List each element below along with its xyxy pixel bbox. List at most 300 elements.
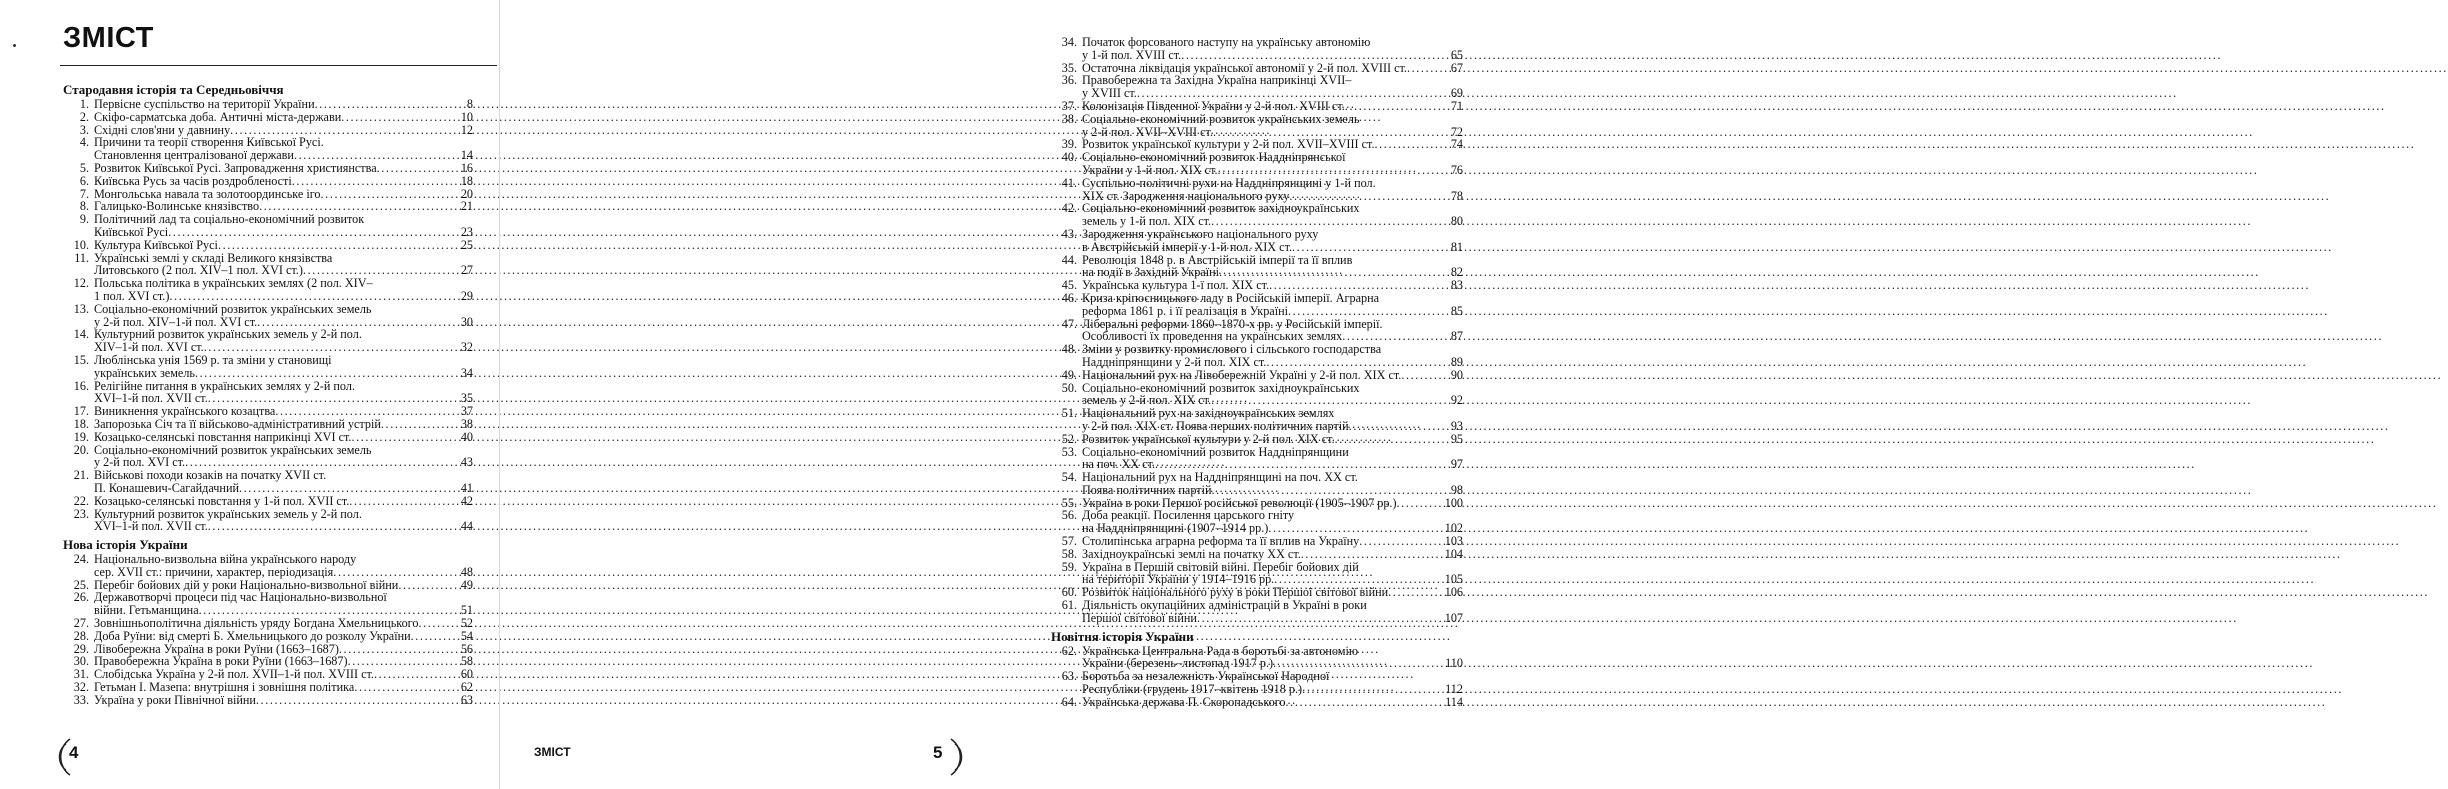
- entry-number: 54.: [1061, 470, 1077, 485]
- entry-page-number: 97: [1450, 457, 1463, 472]
- toc-entry: [63, 495, 473, 508]
- entry-number: 40.: [1061, 150, 1077, 165]
- entry-page-number: 110: [1445, 656, 1463, 671]
- dot-leader: [381, 418, 460, 431]
- toc-entry: [1051, 645, 1463, 671]
- entry-page-number: 58: [460, 654, 473, 669]
- entry-title-line: українських земель: [94, 365, 195, 380]
- entry-title-line: Поява політичних партій: [1082, 482, 1212, 497]
- entry-last-line: [94, 226, 473, 239]
- entry-number: 42.: [1061, 201, 1077, 216]
- entry-page-number: 40: [460, 429, 473, 444]
- entry-page-number: 105: [1444, 572, 1463, 587]
- toc-entry: [63, 591, 473, 617]
- entry-last-line: [94, 630, 473, 643]
- entry-title-line: Українська Центральна Рада в боротьбі за автономію: [1082, 643, 1358, 658]
- entry-last-line: [94, 617, 473, 630]
- entry-body: [1082, 343, 1463, 369]
- page-number-right: 5: [933, 743, 943, 762]
- toc-entry: [1051, 151, 1463, 177]
- entry-page-number: 30: [460, 314, 473, 329]
- entry-title-line: у 2-й пол. XVII–XVIII ст.: [1082, 124, 1213, 139]
- entry-title-line: Початок форсованого наступу на українську автономію: [1082, 35, 1371, 49]
- dot-leader: [1388, 586, 1444, 599]
- entry-number: 7.: [79, 186, 89, 201]
- toc-entry: [63, 405, 473, 418]
- entry-last-line: [94, 162, 473, 175]
- toc-entry: [1051, 471, 1463, 497]
- entry-title-line: Криза кріпосницького ладу в Російській імперії. Аграрна: [1082, 290, 1380, 305]
- entry-last-line: [94, 405, 473, 418]
- entry-last-line: [94, 367, 473, 380]
- entry-page-number: 16: [460, 160, 473, 175]
- entry-body: [1082, 151, 1463, 177]
- dot-leader: [275, 405, 459, 418]
- entry-last-line: [1082, 420, 1463, 433]
- entry-page-number: 106: [1444, 585, 1463, 600]
- entry-number: 13.: [73, 301, 89, 316]
- entry-page-number: 52: [460, 616, 473, 631]
- entry-number: 46.: [1061, 290, 1077, 305]
- dot-leader: [1401, 369, 1450, 382]
- entry-page-number: 104: [1444, 546, 1463, 561]
- entry-number: 43.: [1061, 226, 1077, 241]
- entry-body: [1082, 228, 1463, 254]
- entry-number: 8.: [79, 199, 89, 214]
- entry-number: 52.: [1061, 431, 1077, 446]
- entry-number: 45.: [1061, 278, 1077, 293]
- entry-number: 10.: [73, 237, 89, 252]
- toc-entry: [63, 354, 473, 380]
- entry-title-line: Наддніпрянщини у 2-й пол. XIX ст.: [1082, 354, 1267, 369]
- dot-leader: [1335, 433, 1450, 446]
- entry-number: 59.: [1061, 559, 1077, 574]
- entry-title-line: Соціально-економічний розвиток західноукраїнських: [1082, 201, 1360, 216]
- entry-body: [94, 418, 473, 431]
- toc-entry: [63, 136, 473, 162]
- entry-page-number: 89: [1450, 354, 1463, 369]
- entry-title-line: Військові походи козаків на початку XVII ст.: [94, 468, 327, 483]
- toc-entry: [63, 444, 473, 470]
- entry-page-number: 12: [460, 122, 473, 137]
- toc-entry: [1051, 228, 1463, 254]
- entry-number: 63.: [1061, 669, 1077, 684]
- entry-body: [1082, 509, 1463, 535]
- entry-number: 14.: [73, 327, 89, 342]
- entry-body: [94, 495, 473, 508]
- entry-title-line: П. Конашевич-Сагайдачний: [94, 480, 239, 495]
- toc-entry: [1051, 446, 1463, 472]
- entry-title-line: XIX ст. Зародження національного руху: [1082, 188, 1290, 203]
- entry-number: 27.: [73, 616, 89, 631]
- entry-body: [94, 213, 473, 239]
- dot-leader: [1345, 100, 1450, 113]
- entry-body: [1082, 100, 1463, 113]
- entry-number: 21.: [73, 468, 89, 483]
- entry-title-line: Гетьман І. Мазепа: внутрішня і зовнішня політика: [94, 680, 355, 695]
- toc-entry: [63, 431, 473, 444]
- toc-entry: [63, 213, 473, 239]
- entry-page-number: 71: [1450, 98, 1463, 113]
- entry-body: [94, 252, 473, 278]
- entry-title-line: Україна в роки Першої російської революції (1905–1907 рр.): [1082, 495, 1397, 510]
- entry-page-number: 102: [1444, 521, 1463, 536]
- entry-number: 53.: [1061, 444, 1077, 459]
- entry-title-line: Зовнішньополітична діяльність уряду Богдана Хмельницького: [94, 616, 419, 631]
- entry-body: [94, 694, 473, 707]
- page-title: ЗМІСТ: [63, 22, 154, 54]
- entry-page-number: 20: [460, 186, 473, 201]
- entry-number: 23.: [73, 506, 89, 521]
- entry-page-number: 95: [1450, 431, 1463, 446]
- entry-number: 39.: [1061, 137, 1077, 152]
- entry-title-line: Становлення централізованої держави: [94, 148, 294, 163]
- entry-title-line: Національний рух на Лівобережній Україні у 2-й пол. XIX ст.: [1082, 367, 1402, 382]
- entry-page-number: 43: [460, 455, 473, 470]
- entry-number: 50.: [1061, 380, 1077, 395]
- entry-page-number: 74: [1450, 137, 1463, 152]
- entry-body: [94, 328, 473, 354]
- entry-page-number: 56: [460, 641, 473, 656]
- dot-leader: [1266, 356, 1449, 369]
- entry-number: 1.: [79, 97, 89, 111]
- page-number-left: 4: [69, 743, 79, 762]
- entry-title-line: на поч. XX ст.: [1082, 457, 1156, 472]
- entry-body: [1082, 177, 1463, 203]
- entry-body: [1082, 382, 1463, 408]
- entry-body: [94, 617, 473, 630]
- entry-title-line: Люблінська унія 1569 р. та зміни у становищі: [94, 352, 332, 367]
- entry-body: [94, 591, 473, 617]
- entry-title-line: Українські землі у складі Великого князівства: [94, 250, 333, 265]
- entry-page-number: 54: [460, 628, 473, 643]
- entry-page-number: 65: [1450, 47, 1463, 62]
- entry-title-line: Причини та теорії створення Київської Русі.: [94, 135, 324, 150]
- entry-last-line: [1082, 683, 1463, 696]
- entry-body: [1082, 74, 1463, 100]
- entry-body: [1082, 318, 1463, 344]
- entry-page-number: 23: [460, 224, 473, 239]
- entry-title-line: Первісне суспільство на території України: [94, 97, 315, 111]
- entry-last-line: [94, 418, 473, 431]
- toc-entry: [1051, 100, 1463, 113]
- toc-entry: [63, 162, 473, 175]
- entry-page-number: 90: [1450, 367, 1463, 382]
- toc-right-column: [1051, 36, 1463, 709]
- entry-last-line: [1082, 49, 1463, 62]
- entry-title-line: земель у 1-й пол. XIX ст.: [1082, 214, 1212, 229]
- toc-entry: [63, 617, 473, 630]
- entry-page-number: 114: [1445, 694, 1463, 709]
- dot-leader: [333, 566, 460, 579]
- entry-number: 44.: [1061, 252, 1077, 267]
- entry-page-number: 76: [1450, 162, 1463, 177]
- entry-last-line: [94, 98, 473, 111]
- entry-last-line: [1082, 241, 1463, 254]
- entry-body: [1082, 407, 1463, 433]
- entry-page-number: 67: [1450, 60, 1463, 75]
- dot-leader: [292, 175, 460, 188]
- right-page: [500, 0, 1463, 789]
- entry-title-line: Зародження українського національного руху: [1082, 226, 1319, 241]
- dot-leader: [1292, 241, 1450, 254]
- entry-title-line: Доба Руїни: від смерті Б. Хмельницького до розколу України: [94, 628, 411, 643]
- print-speck: [13, 44, 16, 47]
- entry-number: 38.: [1061, 111, 1077, 126]
- entry-page-number: 32: [460, 340, 473, 355]
- entry-title-line: Українська культура 1-ї пол. XIX ст.: [1082, 278, 1270, 293]
- dot-leader: [1359, 535, 1443, 548]
- entry-number: 51.: [1061, 406, 1077, 421]
- entry-page-number: 35: [460, 391, 473, 406]
- entry-page-number: 42: [460, 493, 473, 508]
- entry-page-number: 85: [1450, 303, 1463, 318]
- dot-leader: [377, 162, 460, 175]
- dot-leader: [239, 482, 460, 495]
- toc-entry: [63, 111, 473, 124]
- dot-leader: [1218, 164, 1450, 177]
- toc-entry: [1051, 254, 1463, 280]
- entry-number: 34.: [1061, 35, 1077, 49]
- entry-title-line: 1 пол. XVI ст.): [94, 288, 170, 303]
- entry-body: [1082, 645, 1463, 671]
- entry-body: [94, 175, 473, 188]
- entry-title-line: у 1-й пол. XVIII ст.: [1082, 47, 1182, 62]
- entry-page-number: 98: [1450, 482, 1463, 497]
- entry-number: 41.: [1061, 175, 1077, 190]
- entry-body: [94, 303, 473, 329]
- dot-leader: [354, 681, 460, 694]
- entry-page-number: 37: [460, 404, 473, 419]
- toc-entry: [1051, 343, 1463, 369]
- entry-body: [1082, 548, 1463, 561]
- entry-last-line: [1082, 548, 1463, 561]
- entry-title-line: Запорозька Січ та її військово-адміністративний устрій: [94, 416, 381, 431]
- entry-title-line: Правобережна та Західна Україна наприкінці XVII–: [1082, 73, 1352, 88]
- entry-page-number: 38: [460, 416, 473, 431]
- entry-body: [94, 98, 473, 111]
- entry-number: 33.: [73, 692, 89, 707]
- entry-title-line: на Наддніпрянщині (1907–1914 рр.): [1082, 521, 1269, 536]
- entry-title-line: Остаточна ліквідація української автономії у 2-й пол. XVIII ст.: [1082, 60, 1407, 75]
- entry-number: 22.: [73, 493, 89, 508]
- entry-number: 11.: [74, 250, 89, 265]
- entry-page-number: 63: [460, 692, 473, 707]
- entry-body: [94, 508, 473, 534]
- entry-title-line: Україна в Першій світовій війні. Перебіг бойових дій: [1082, 559, 1359, 574]
- entry-title-line: Першої світової війни: [1082, 610, 1197, 625]
- entry-number: 37.: [1061, 98, 1077, 113]
- entry-title-line: на території України у 1914–1916 рр.: [1082, 572, 1275, 587]
- entry-body: [1082, 113, 1463, 139]
- entry-body: [94, 239, 473, 252]
- dot-leader: [1181, 49, 1450, 62]
- entry-title-line: реформа 1861 р. і її реалізація в Україні: [1082, 303, 1288, 318]
- entry-last-line: [1082, 356, 1463, 369]
- entry-title-line: Виникнення українського козацтва: [94, 404, 276, 419]
- entry-body: [1082, 433, 1463, 446]
- dot-leader: [411, 630, 460, 643]
- entry-page-number: 103: [1444, 534, 1463, 549]
- entry-last-line: [94, 495, 473, 508]
- entry-body: [94, 380, 473, 406]
- entry-page-number: 48: [460, 564, 473, 579]
- toc-left-column: [63, 82, 473, 707]
- entry-number: 6.: [79, 173, 89, 188]
- entry-body: [94, 630, 473, 643]
- dot-leader: [1407, 62, 1450, 75]
- entry-number: 55.: [1061, 495, 1077, 510]
- entry-title-line: Козацько-селянські повстання у 1-й пол. XVII ст.: [94, 493, 350, 508]
- entry-page-number: 27: [460, 263, 473, 278]
- entry-title-line: XVI–1-й пол. XVII ст.: [94, 519, 208, 534]
- entry-last-line: [94, 566, 473, 579]
- entry-number: 49.: [1061, 367, 1077, 382]
- entry-title-line: України у 1-й пол. XIX ст.: [1082, 162, 1218, 177]
- entry-title-line: Соціально-економічний розвиток українських земель: [94, 301, 372, 316]
- entry-last-line: [94, 520, 473, 533]
- entry-body: [1082, 535, 1463, 548]
- toc-entry: [1051, 36, 1463, 62]
- entry-title-line: Зміни у розвитку промислового і сільського господарства: [1082, 342, 1382, 357]
- section-heading: Новітня історія України: [1051, 628, 1194, 644]
- entry-body: [94, 553, 473, 579]
- toc-entry: [63, 553, 473, 579]
- entry-number: 25.: [73, 577, 89, 592]
- dot-leader: [1397, 497, 1444, 510]
- entry-number: 60.: [1061, 585, 1077, 600]
- dot-leader: [256, 694, 460, 707]
- entry-body: [94, 681, 473, 694]
- entry-title-line: Соціально-економічний розвиток українських земель: [1082, 111, 1360, 126]
- toc-entry: [63, 469, 473, 495]
- entry-number: 16.: [73, 378, 89, 393]
- entry-last-line: [1082, 484, 1463, 497]
- entry-title-line: Українська держава П. Скоропадського: [1082, 694, 1286, 709]
- entry-title-line: Доба реакції. Посилення царського гніту: [1082, 508, 1295, 523]
- entry-last-line: [1082, 696, 1463, 709]
- entry-number: 19.: [73, 429, 89, 444]
- entry-number: 35.: [1061, 60, 1077, 75]
- entry-title-line: Скіфо-сарматська доба. Античні міста-держави: [94, 109, 342, 124]
- entry-number: 26.: [73, 590, 89, 605]
- toc-entry: [1051, 433, 1463, 446]
- toc-entry: [63, 508, 473, 534]
- title-rule: [60, 65, 497, 66]
- entry-page-number: 21: [460, 199, 473, 214]
- entry-title-line: Національно-визвольна війна українського народу: [94, 552, 357, 567]
- entry-body: [1082, 446, 1463, 472]
- entry-title-line: Перебіг бойових дій у роки Національно-визвольної війни: [94, 577, 399, 592]
- entry-title-line: Культура Київської Русі: [94, 237, 218, 252]
- entry-title-line: Монгольська навала та золотоординське іго: [94, 186, 321, 201]
- dot-leader: [315, 98, 466, 111]
- entry-title-line: Соціально-економічний розвиток Наддніпрянської: [1082, 150, 1346, 165]
- entry-body: [94, 431, 473, 444]
- entry-last-line: [1082, 164, 1463, 177]
- entry-title-line: Державотворчі процеси під час Національно-визвольної: [94, 590, 387, 605]
- toc-entry: [1051, 74, 1463, 100]
- entry-number: 17.: [73, 404, 89, 419]
- dot-leader: [218, 239, 460, 252]
- entry-title-line: Україна у роки Північної війни: [94, 692, 256, 707]
- entry-title-line: у 2-й пол. XVI ст.: [94, 455, 186, 470]
- entry-title-line: Козацько-селянські повстання наприкінці XVI ст.: [94, 429, 352, 444]
- entry-number: 12.: [73, 276, 89, 291]
- toc-entry: [63, 303, 473, 329]
- dot-leader: [1349, 420, 1450, 433]
- entry-title-line: Національний рух на Наддніпрянщині на поч. XX ст.: [1082, 470, 1358, 485]
- entry-number: 61.: [1061, 598, 1077, 613]
- entry-body: [1082, 292, 1463, 318]
- entry-last-line: [1082, 100, 1463, 113]
- toc-entry: [63, 380, 473, 406]
- entry-page-number: 78: [1450, 188, 1463, 203]
- entry-body: [1082, 561, 1463, 587]
- entry-page-number: 87: [1450, 329, 1463, 344]
- entry-body: [94, 405, 473, 418]
- toc-entry: [1051, 113, 1463, 139]
- entry-page-number: 100: [1444, 495, 1463, 510]
- entry-page-number: 92: [1450, 393, 1463, 408]
- toc-entry: [1051, 177, 1463, 203]
- entry-title-line: Розвиток української культури у 2-й пол. XIX ст.: [1082, 431, 1335, 446]
- entry-title-line: в Австрійській імперії у 1-й пол. XIX ст.: [1082, 239, 1293, 254]
- entry-page-number: 8: [466, 97, 473, 111]
- entry-title-line: Суспільно-політичні рухи на Наддніпрянщині у 1-й пол.: [1082, 175, 1376, 190]
- entry-last-line: [1082, 612, 1463, 625]
- entry-page-number: 49: [460, 577, 473, 592]
- entry-title-line: Ліберальні реформи 1860–1870-х рр. у Російській імперії.: [1082, 316, 1383, 331]
- entry-page-number: 93: [1450, 418, 1463, 433]
- entry-last-line: [94, 290, 473, 303]
- entry-title-line: XVI–1-й пол. XVII ст.: [94, 391, 208, 406]
- toc-entry: [63, 239, 473, 252]
- entry-body: [94, 111, 473, 124]
- entry-page-number: 29: [460, 288, 473, 303]
- entry-title-line: війни. Гетьманщина: [94, 603, 199, 618]
- toc-entry: [1051, 202, 1463, 228]
- toc-entry: [63, 418, 473, 431]
- dot-leader: [1301, 548, 1444, 561]
- entry-title-line: Розвиток національного руху в роки Першої світової війни: [1082, 585, 1389, 600]
- entry-page-number: 25: [460, 237, 473, 252]
- entry-number: 58.: [1061, 546, 1077, 561]
- dot-leader: [169, 290, 459, 303]
- toc-entry: [1051, 369, 1463, 382]
- footer-label: ЗМІСТ: [534, 745, 571, 759]
- toc-entry: [63, 328, 473, 354]
- entry-page-number: 14: [460, 148, 473, 163]
- entry-number: 32.: [73, 680, 89, 695]
- entry-number: 15.: [73, 352, 89, 367]
- toc-entry: [1051, 535, 1463, 548]
- toc-entry: [63, 277, 473, 303]
- toc-entry: [1051, 670, 1463, 696]
- entry-number: 64.: [1061, 694, 1077, 709]
- entry-number: 48.: [1061, 342, 1077, 357]
- entry-last-line: [94, 694, 473, 707]
- entry-title-line: у 2-й пол. XIV–1-й пол. XVI ст.: [94, 314, 258, 329]
- entry-last-line: [94, 239, 473, 252]
- toc-entry: [1051, 561, 1463, 587]
- entry-title-line: Культурний розвиток українських земель у 2-й пол.: [94, 327, 362, 342]
- entry-title-line: Соціально-економічний розвиток Наддніпрянщини: [1082, 444, 1349, 459]
- entry-title-line: Особливості їх проведення на українських землях: [1082, 329, 1343, 344]
- toc-entry: [63, 252, 473, 278]
- entry-title-line: Київської Русі: [94, 224, 169, 239]
- entry-number: 4.: [79, 135, 89, 150]
